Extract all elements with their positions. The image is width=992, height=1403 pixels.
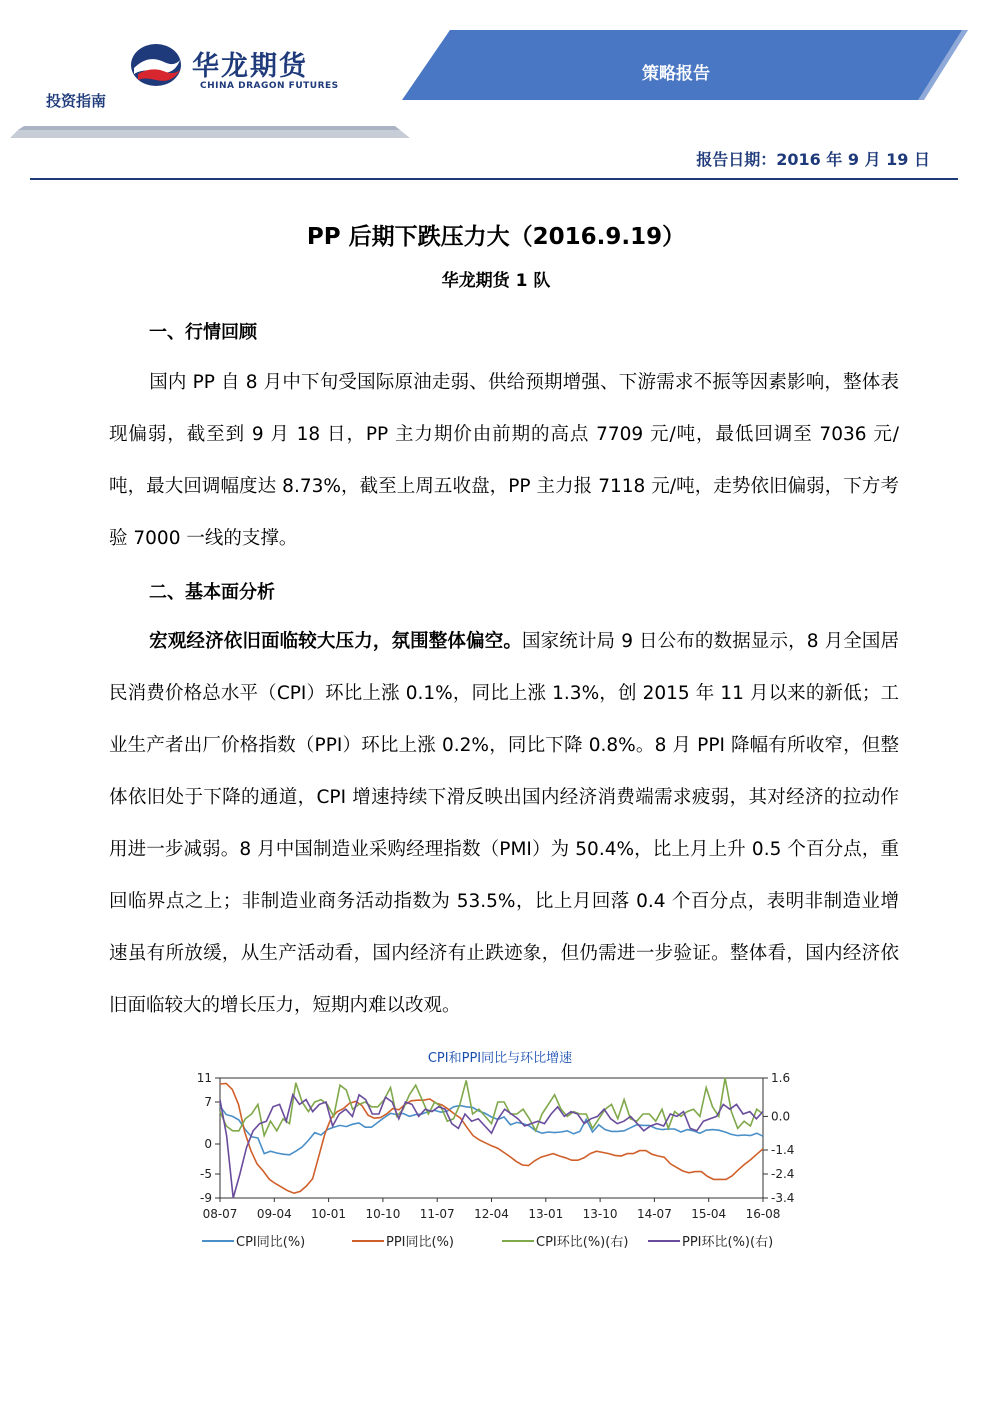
section-paragraph-review bbox=[109, 357, 899, 565]
report-header bbox=[0, 0, 992, 190]
report-date: 报告日期：2016 年 9 月 19 日 bbox=[696, 150, 930, 169]
section-paragraph-review-text: 国内 PP 自 8 月中下旬受国际原油走弱、供给预期增强、下游需求不振等因素影响，整体表现偏弱，截至到 9 月 18 日，PP 主力期价由前期的高点 7709 元/吨，最低回调至 7036 元/吨，最大回调幅度达 8.73%，截至上周五收盘，PP 主力报 7118 元/吨，走势依旧偏弱，下方考验 7000 一线的支撑。 bbox=[109, 372, 899, 549]
left-axis-tick-label: -5 bbox=[200, 1167, 212, 1181]
right-axis-tick-label: -3.4 bbox=[771, 1191, 795, 1205]
report-type-label: 策略报告 bbox=[642, 64, 710, 84]
x-axis-tick-label: 10-10 bbox=[365, 1207, 401, 1221]
x-axis-tick-label: 14-07 bbox=[636, 1207, 672, 1221]
left-axis-tick-label: 0 bbox=[204, 1137, 212, 1151]
left-axis-tick-label: 7 bbox=[204, 1095, 212, 1109]
left-axis-tick-label: -9 bbox=[200, 1191, 212, 1205]
section-paragraph-fundamentals bbox=[109, 616, 899, 1032]
x-axis-tick-label: 13-01 bbox=[528, 1207, 564, 1221]
right-axis-tick-label: 0.0 bbox=[771, 1109, 791, 1124]
section-heading-review: 一、行情回顾 bbox=[149, 322, 257, 343]
x-axis-tick-label: 10-01 bbox=[311, 1207, 347, 1221]
right-axis-tick-label: -1.4 bbox=[771, 1143, 795, 1157]
x-axis-tick-label: 16-08 bbox=[745, 1207, 781, 1221]
right-axis-tick-label: -2.4 bbox=[771, 1167, 795, 1181]
x-axis-tick-label: 13-10 bbox=[582, 1207, 618, 1221]
brand-name-en: CHINA DRAGON FUTURES bbox=[200, 81, 339, 91]
left-axis-tick-label: 11 bbox=[196, 1071, 212, 1085]
page-title: PP 后期下跌压力大（2016.9.19） bbox=[306, 224, 686, 250]
series-line bbox=[220, 1078, 763, 1136]
legend-label: PPI同比(%) bbox=[386, 1235, 455, 1250]
invest-guide-label: 投资指南 bbox=[46, 92, 107, 110]
header-divider bbox=[30, 178, 958, 180]
cpi-ppi-chart bbox=[180, 1040, 820, 1270]
section-paragraph-fundamentals-text: 国家统计局 9 日公布的数据显示，8 月全国居民消费价格总水平（CPI）环比上涨 0.1%，同比上涨 1.3%，创 2015 年 11 月以来的新低；工业生产者出厂价格指数（PPI）环比上涨 0.2%，同比下降 0.8%。8 月 PPI 降幅有所收窄，但整体依旧处于下降的通道，CPI 增速持续下滑反映出国内经济消费端需求疲弱，其对经济的拉动作用进一步减弱。8 月中国制造业采购经理指数（PMI）为 50.4%，比上月上升 0.5 个百分点，重回临界点之上；非制造业商务活动指数为 53.5%，比上月回落 0.4 个百分点，表明非制造业增速虽有所放缓，从生产活动看，国内经济有止跌迹象，但仍需进一步验证。整体看，国内经济依旧面临较大的增长压力，短期内难以改观。 bbox=[109, 631, 899, 1016]
section-lead-sentence: 宏观经济依旧面临较大压力，氛围整体偏空。 bbox=[149, 631, 522, 652]
legend-label: CPI同比(%) bbox=[236, 1235, 306, 1250]
x-axis-tick-label: 09-04 bbox=[256, 1207, 292, 1221]
right-axis-tick-label: 1.6 bbox=[771, 1071, 791, 1085]
x-axis-tick-label: 15-04 bbox=[691, 1207, 727, 1221]
x-axis-tick-label: 08-07 bbox=[202, 1207, 238, 1221]
company-logo-icon bbox=[128, 40, 184, 90]
page-subtitle: 华龙期货 1 队 bbox=[441, 271, 551, 291]
chart-title: CPI和PPI同比与环比增速 bbox=[427, 1051, 573, 1066]
section-heading-fundamentals: 二、基本面分析 bbox=[149, 582, 275, 603]
brand-name-cn: 华龙期货 bbox=[192, 51, 308, 82]
chart-plot-frame bbox=[220, 1078, 763, 1198]
legend-label: CPI环比(%)(右) bbox=[536, 1235, 629, 1250]
x-axis-tick-label: 12-04 bbox=[474, 1207, 509, 1221]
x-axis-tick-label: 11-07 bbox=[419, 1207, 455, 1221]
header-decor-bar bbox=[10, 124, 410, 138]
legend-label: PPI环比(%)(右) bbox=[682, 1235, 774, 1250]
